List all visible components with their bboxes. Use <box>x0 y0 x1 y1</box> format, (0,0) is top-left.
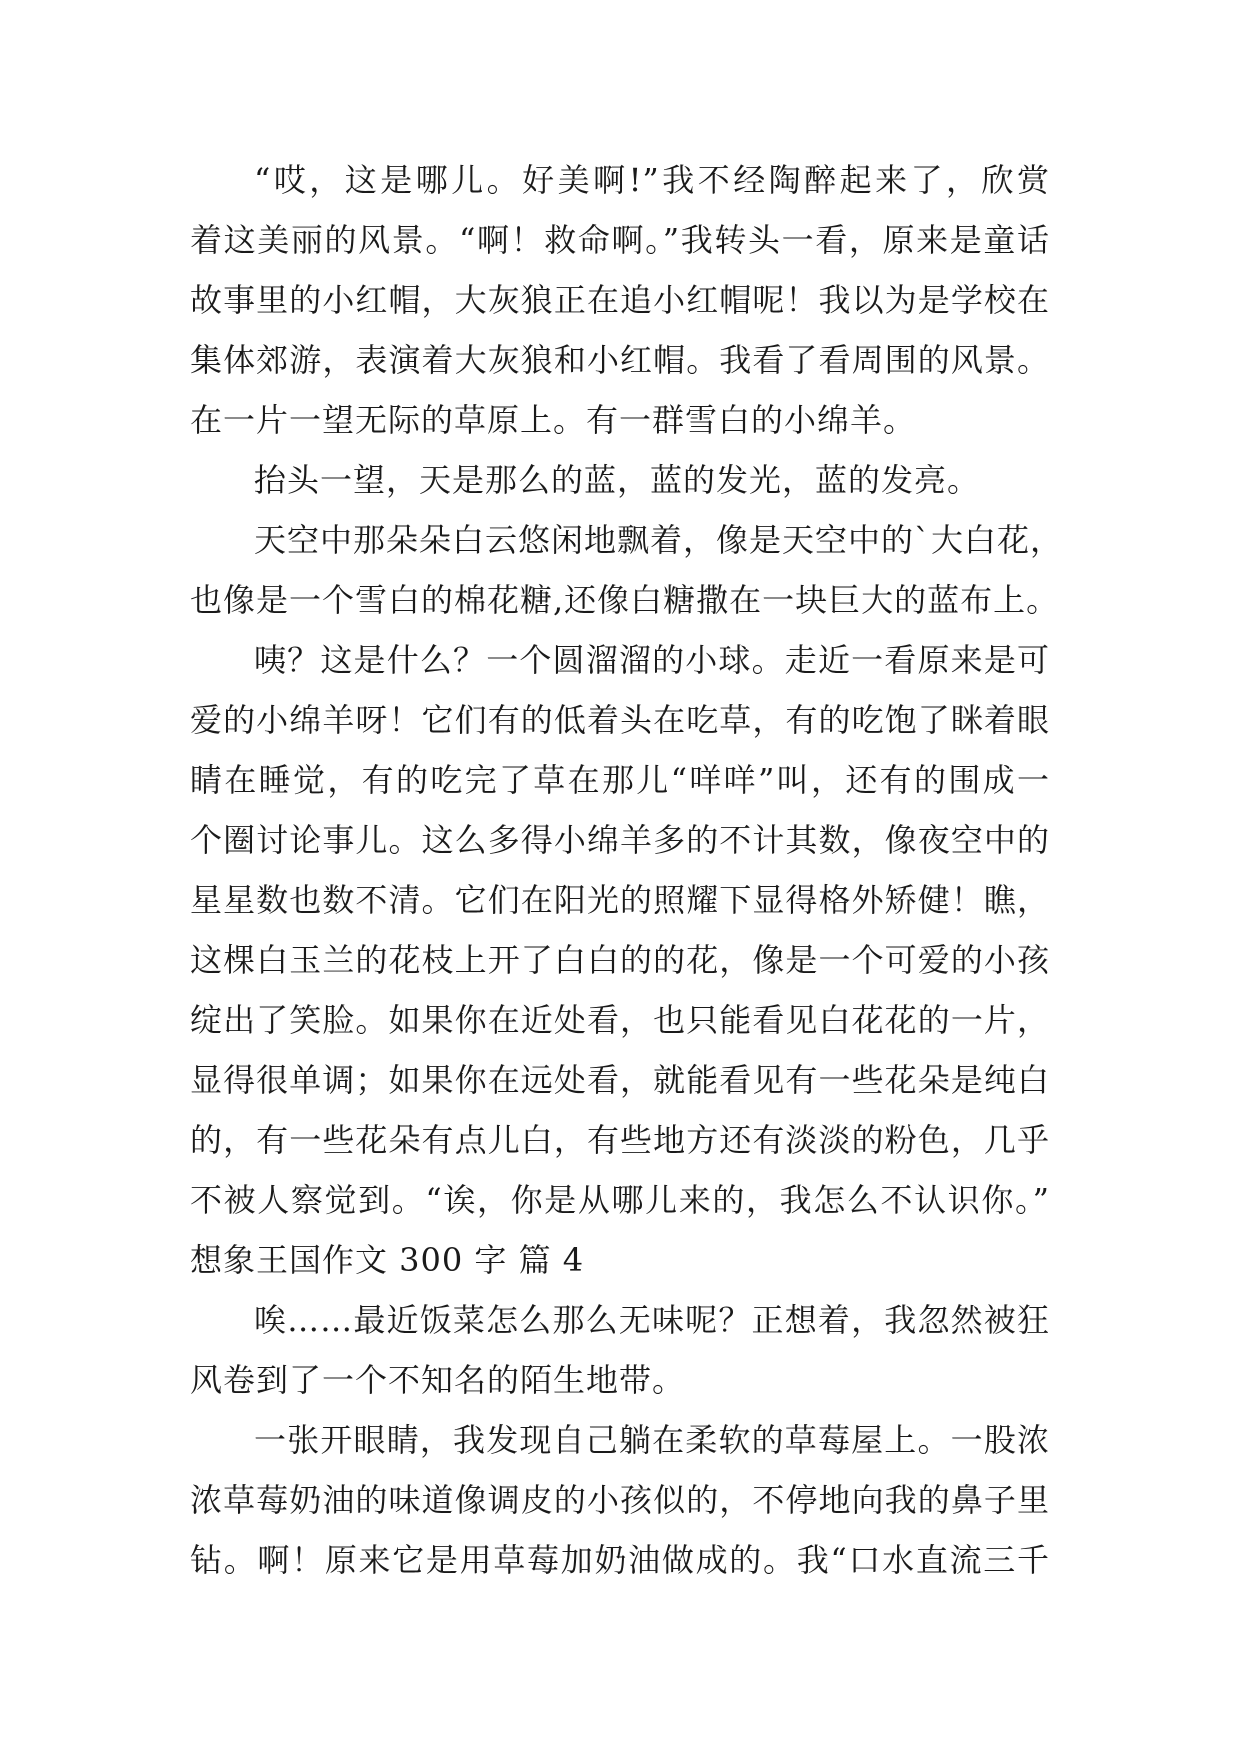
paragraph-4-line-8: 显得很单调；如果你在远处看，就能看见有一些花朵是纯白 <box>190 1061 1050 1099</box>
paragraph-1-line-1: “哎，这是哪儿。好美啊!”我不经陶醉起来了，欣赏 <box>254 161 1050 199</box>
paragraph-4-line-9: 的，有一些花朵有点儿白，有些地方还有淡淡的粉色，几乎 <box>190 1121 1050 1159</box>
paragraph-1-line-5: 在一片一望无际的草原上。有一群雪白的小绵羊。 <box>190 401 917 439</box>
paragraph-4-line-3: 睛在睡觉，有的吃完了草在那儿“咩咩”叫，还有的围成一 <box>190 761 1050 799</box>
paragraph-3-line-1: 天空中那朵朵白云悠闲地飘着，像是天空中的`大白花， <box>254 521 1064 559</box>
paragraph-4-line-5: 星星数也数不清。它们在阳光的照耀下显得格外矫健！瞧， <box>190 881 1050 919</box>
paragraph-4-line-1: 咦？这是什么？一个圆溜溜的小球。走近一看原来是可 <box>254 641 1050 679</box>
section-heading: 想象王国作文 300 字 篇 4 <box>190 1241 585 1279</box>
paragraph-3-line-2: 也像是一个雪白的棉花糖,还像白糖撒在一块巨大的蓝布上。 <box>190 581 1060 619</box>
paragraph-4-line-7: 绽出了笑脸。如果你在近处看，也只能看见白花花的一片， <box>190 1001 1050 1039</box>
paragraph-6-line-2: 浓草莓奶油的味道像调皮的小孩似的，不停地向我的鼻子里 <box>190 1481 1050 1519</box>
paragraph-1-line-4: 集体郊游，表演着大灰狼和小红帽。我看了看周围的风景。 <box>190 341 1050 379</box>
paragraph-1-line-2: 着这美丽的风景。“啊！救命啊。”我转头一看，原来是童话 <box>190 221 1050 259</box>
paragraph-2-line-1: 抬头一望，天是那么的蓝，蓝的发光，蓝的发亮。 <box>254 461 981 499</box>
paragraph-6-line-1: 一张开眼睛，我发现自己躺在柔软的草莓屋上。一股浓 <box>254 1421 1050 1459</box>
paragraph-4-line-10: 不被人察觉到。“诶，你是从哪儿来的，我怎么不认识你。” <box>190 1181 1050 1219</box>
paragraph-4-line-6: 这棵白玉兰的花枝上开了白白的的花，像是一个可爱的小孩 <box>190 941 1050 979</box>
paragraph-5-line-2: 风卷到了一个不知名的陌生地带。 <box>190 1361 686 1399</box>
paragraph-4-line-2: 爱的小绵羊呀！它们有的低着头在吃草，有的吃饱了眯着眼 <box>190 701 1050 739</box>
paragraph-4-line-4: 个圈讨论事儿。这么多得小绵羊多的不计其数，像夜空中的 <box>190 821 1050 859</box>
paragraph-5-line-1: 唉……最近饭菜怎么那么无味呢？正想着，我忽然被狂 <box>254 1301 1050 1339</box>
paragraph-1-line-3: 故事里的小红帽，大灰狼正在追小红帽呢！我以为是学校在 <box>190 281 1050 319</box>
paragraph-6-line-3: 钻。啊！原来它是用草莓加奶油做成的。我“口水直流三千 <box>190 1541 1050 1579</box>
